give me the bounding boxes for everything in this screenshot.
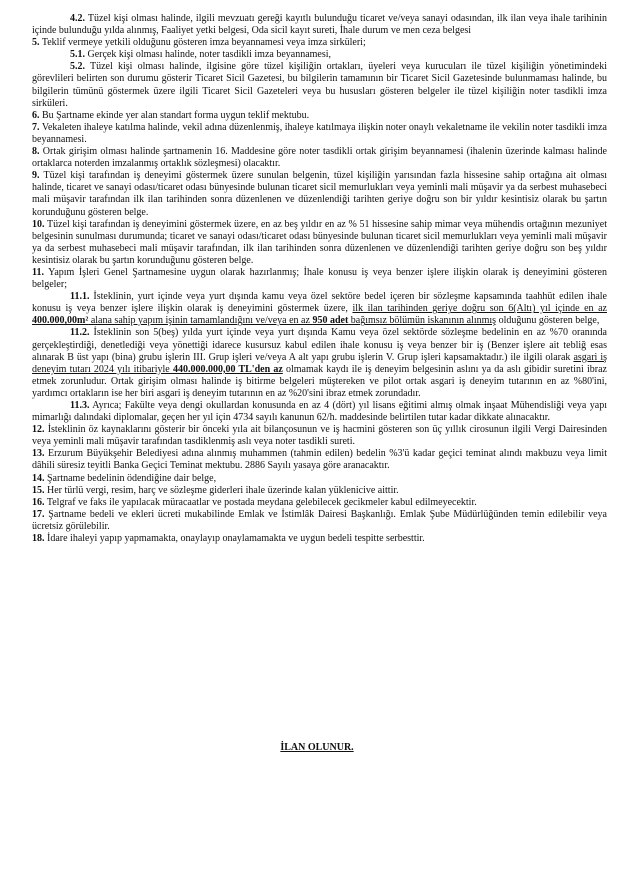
item-11: 11. Yapım İşleri Genel Şartnamesine uygun olarak hazırlanmış; İhale konusu iş veya benzer işlere ilişkin olarak iş deneyimini gösteren belgeler; — [32, 266, 607, 291]
item-11-3: 11.3. Ayrıca; Fakülte veya dengi okullardan konusunda en az 4 (dört) yıl lisans eğitimi almış olmak inşaat Mühendisliği veya yapı mimarlığı dalındaki diplomalar, geçen her yıl için 4734 sayılı kanunun 62/h. maddesinde belirtilen tutar kadar dikkate alınacaktır. — [32, 400, 607, 424]
item-11-2: 11.2. İsteklinin son 5(beş) yılda yurt içinde veya yurt dışında Kamu veya özel sektörde sözleşme bedelinin en az %70 oranında gerçekleştirdiği, denetlediği veya yönettiği idarece kusursuz kabul edilen ihale konusu iş veya benzer bir iş (Benzer işlere ait tebliğ esas alınarak B üst yapı (bina) grubu işlerin III. Grup işleri ve/veya A alt yapı grubu işlerin V. Grup işleri kapsamaktadır.) ile ilgili olarak asgari iş deneyim tutarı 2024 yılı itibariyle 440.000.000,00 TL'den az olmamak kaydı ile iş deneyim belgesinin aslını ya da aslı gibidir suretini ibraz etmek zorunludur. Ortak girişim olması halinde iş bitirme belgeleri müştereken ve pilot ortak asgari iş deneyim tutarının en az %80'ini, yardımcı ortakların ise her biri asgari iş deneyim tutarının en az %20'sini ibraz etmek zorundadır. — [32, 327, 608, 399]
item-5: 5. Teklif vermeye yetkili olduğunu gösteren imza beyannamesi veya imza sirküleri; — [32, 37, 366, 49]
item-4-2: 4.2. Tüzel kişi olması halinde, ilgili mevzuatı gereği kayıtlı bulunduğu ticaret ve/veya sanayi odasından, ilk ilan veya ihale tarihinin içinde bulunduğu yılda alınmış, Faaliyet yetki belgesi, Oda sicil kayıt sureti, İhale durum ve men ceza belgesi — [32, 13, 607, 37]
item-7: 7. Vekaleten ihaleye katılma halinde, vekil adına düzenlenmiş, ihaleye katılmaya ilişkin noter onaylı vekaletname ile vekilin noter tasdikli imza beyannamesi. — [32, 121, 607, 145]
item-15: 15. Her türlü vergi, resim, harç ve sözleşme giderleri ihale üzerinde kalan yüklenicive aittir. — [32, 484, 399, 496]
item-18: 18. İdare ihaleyi yapıp yapmamakta, onaylayıp onaylamamakta ve uygun bedeli tespitte serbesttir. — [32, 533, 425, 545]
item-17: 17. Şartname bedeli ve ekleri ücreti mukabilinde Emlak ve İstimlâk Dairesi Başkanlığı. Emlak Şube Müdürlüğünden temin edilebilir veya ücretsiz görülebilir. — [32, 508, 607, 532]
item-14: 14. Şartname bedelinin ödendiğine dair belge, — [32, 472, 217, 484]
item-9: 9. Tüzel kişi tarafından iş deneyimi göstermek üzere sunulan belgenin, tüzel kişiliğin yarısından fazla hissesine sahip ortağına ait olması halinde, ticaret ve sanayi odası/ticaret odası bünyesinde bulunan ticaret sicil memurlukları veya yeminli mali müşavir ya da serbest muhasebeci mali müşavir tarafından ilk ilan tarihinden sonra düzenlenen ve düzenlendiği tarihten geriye doğru son bir yıldır kesintisiz olarak bu şartın korunduğunu gösteren belge. — [32, 170, 607, 218]
item-12: 12. İsteklinin öz kaynaklarını gösterir bir önceki yıla ait bilançosunun ve iş hacmini gösteren son üç yıllık cirosunun ilgili Vergi Dairesinden veya yeminli mali müşavir tarafından tasdiklenmiş aslı veya noter tasdikli sureti. — [32, 424, 607, 448]
item-13: 13. Erzurum Büyükşehir Belediyesi adına alınmış muhammen (tahmin edilen) bedelin %3'ü kadar geçici teminat alındı makbuzu veya limit dâhili süresiz teyitli Banka Geçici Teminat mektubu. 2886 Sayılı yasaya göre aranacaktır. — [32, 448, 607, 472]
closing-statement: İLAN OLUNUR. — [280, 742, 354, 753]
item-5-1: 5.1. Gerçek kişi olması halinde, noter tasdikli imza beyannamesi, — [70, 49, 332, 61]
item-6: 6. Bu Şartname ekinde yer alan standart forma uygun teklif mektubu. — [32, 109, 310, 121]
item-5-2: 5.2. Tüzel kişi olması halinde, ilgisine göre tüzel kişiliğin ortakları, üyeleri veya kurucuları ile tüzel kişiliğin yönetimindeki görevlileri belirten son durumu gösterir Ticaret Sicil Gazetesi, bu bilgilerin tamamının bir Ticaret Sicil Gazetesinde bulunmaması halinde, bu bilgilerin tümünü göstermek üzere ilgili Ticaret Sicil Gazeteleri veya bu hususları gösteren belgeler ile tüzel kişiliğin noter tasdikli imza sirküleri. — [32, 61, 607, 109]
item-16: 16. Telgraf ve faks ile yapılacak müracaatlar ve postada meydana gelebilecek gecikmeler kabul edilmeyecektir. — [32, 496, 477, 508]
item-8: 8. Ortak girişim olması halinde şartnamenin 16. Maddesine göre noter tasdikli ortak girişim beyannamesi (ihalenin üzerinde kalması halinde ortaklarca noterden imzalanmış ortaklık sözleşmesi) olacaktır. — [32, 146, 607, 170]
item-10: 10. Tüzel kişi tarafından iş deneyimini göstermek üzere, en az beş yıldır en az % 51 hissesine sahip mimar veya mühendis ortağının mezuniyet belgesinin sunulması durumunda; ticaret ve sanayi odası/ticaret odası bünyesinde bulunan ticaret sicil memurlukları veya yeminli mali müşavir ya da serbest muhasebeci mali müşavir tarafından, ilk ilan tarihinden sonra düzenlenen ve düzenlendiği tarihten geriye doğru son beş yıldır kesintisiz olarak bu şartın korunduğunu gösteren belge. — [32, 218, 607, 266]
item-11-1: 11.1. İsteklinin, yurt içinde veya yurt dışında kamu veya özel sektöre bedel içeren bir sözleşme kapsamında taahhüt edilen ihale konusu iş veya benzer işlere ilişkin olarak iş deneyimini göstermek üzere, ilk ilan tarihinden geriye doğru son 6(Altı) yıl içinde en az 400.000,00m² alana sahip yapım işinin tamamlandığını ve/veya en az 950 adet bağımsız bölümün iskanının alınmış olduğunu gösteren belge, — [32, 291, 607, 327]
